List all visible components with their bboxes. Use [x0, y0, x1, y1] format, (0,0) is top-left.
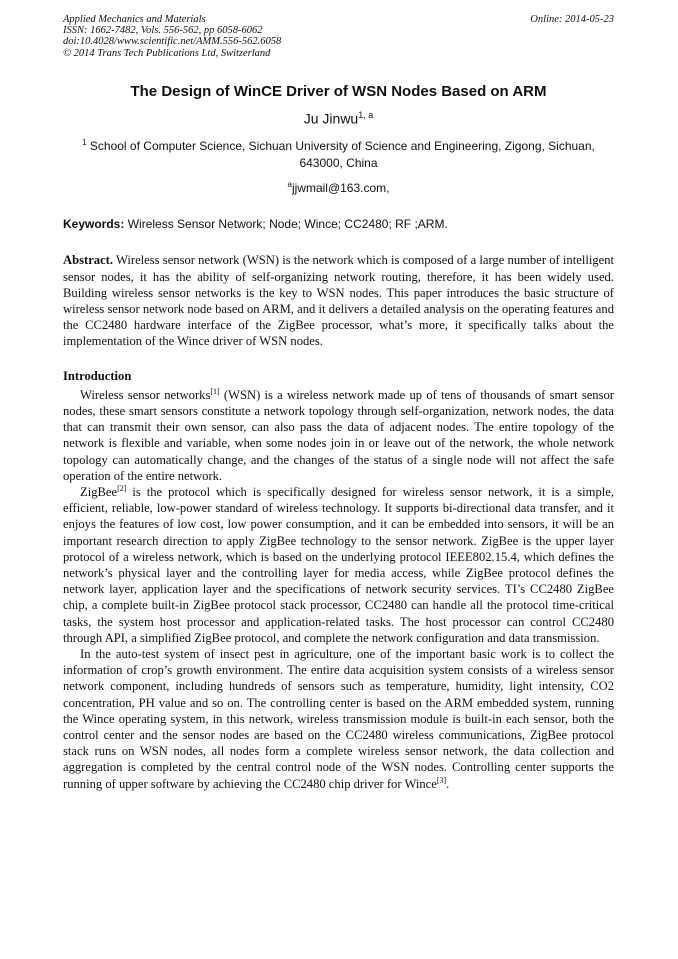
- author-email: [63, 180, 614, 195]
- keywords-text: Wireless Sensor Network; Node; Wince; CC2480; RF ;ARM.: [127, 217, 448, 232]
- journal-name: Applied Mechanics and Materials: [63, 14, 206, 25]
- keywords: [63, 217, 614, 231]
- paper-page: [63, 14, 614, 792]
- abstract-text: Wireless sensor network (WSN) is the network which is composed of a large number of intelligent sensor nodes, it has the ability of self-organizing network routing, therefore, it has been widely used. Building wireless sensor networks is the key to WSN nodes. This paper introduces the basic structure of wireless sensor network node based on ARM, and it delivers a detailed analysis on the operating features and the CC2480 hardware interface of the ZigBee processor, what’s more, it specifically talks about the implementation of the Wince driver of WSN nodes.: [63, 253, 614, 349]
- issn-line: ISSN: 1662-7482, Vols. 556-562, pp 6058-6062: [63, 25, 263, 37]
- citation-ref[interactable]: [2]: [117, 483, 127, 493]
- abstract-label: Abstract.: [63, 253, 114, 268]
- online-date: Online: 2014-05-23: [530, 14, 614, 25]
- intro-paragraph-2: [63, 484, 614, 646]
- paragraph-end: .: [446, 776, 450, 791]
- paragraph-text: (WSN) is a wireless network made up of tens of thousands of smart sensor nodes, these smart sensors constitute a network topology through self-organization, network nodes, the data that can transmit their own sensor, can also pass the data of adjacent nodes. The entire topology of the network is flexible and variable, when some nodes join in or leave out of the network, the whole network topology can automatically change, and the changes of the status of a single node will not affect the safe operation of the entire network.: [63, 387, 614, 483]
- keywords-label: Keywords:: [63, 217, 125, 232]
- affiliation-text: School of Computer Science, Sichuan University of Science and Engineering, Zigong, Sichuan, 643000, China: [89, 139, 595, 171]
- paragraph-lead: Wireless sensor networks: [80, 387, 211, 402]
- doi-line: doi:10.4028/www.scientific.net/AMM.556-562.6058: [63, 36, 282, 48]
- paper-title: The Design of WinCE Driver of WSN Nodes Based on ARM: [130, 82, 547, 100]
- abstract: [63, 252, 614, 349]
- copyright-line: © 2014 Trans Tech Publications Ltd, Switzerland: [63, 47, 271, 59]
- intro-paragraph-3: [63, 646, 614, 792]
- email-mark: a: [287, 180, 292, 190]
- author-line: [63, 110, 614, 127]
- section-heading-introduction: Introduction: [63, 368, 132, 383]
- author-affiliation-marks: 1, a: [358, 109, 374, 120]
- paragraph-text: is the protocol which is specifically designed for wireless sensor network, it is a simple, efficient, reliable, low-power standard of wireless technology. It supports bi-directional data transfer, and it enjoys the features of low cost, low power consumption, and it can be embedded into sensors, it will be an important research direction to apply ZigBee technology to the sensor network. ZigBee is the upper layer protocol of a wireless network, which is based on the underlying protocol IEEE802.15.4, which defines the network’s physical layer and the controlling layer for media access, while ZigBee protocol defines the network layer, application layer and the specifications of network security services. TI’s CC2480 ZigBee chip, a complete built-in ZigBee protocol stack processor, CC2480 can handle all the protocol time-critical tasks, the system host processor and application-related tasks. The host processor can control CC2480 through API, a simplified ZigBee protocol, and complete the network configuration and data transmission.: [63, 484, 614, 645]
- author-name: Ju Jinwu: [303, 110, 359, 127]
- email-address[interactable]: jjwmail@163.com,: [291, 181, 390, 196]
- intro-paragraph-1: [63, 387, 614, 484]
- paragraph-text: In the auto-test system of insect pest in agriculture, one of the important basic work is to collect the information of crop’s growth environment. The entire data acquisition system consists of a wireless sensor network component, including hundreds of sensors such as temperature, humidity, light intensity, CO2 concentration, PH value and so on. The controlling center is based on the ARM embedded system, running the Wince operating system, in this network, wireless transmission module is built-in each sensor, both the control center and the sensor nodes are based on the CC2480 wireless communications, ZigBee protocol stack runs on WSN nodes, all nodes form a complete wireless sensor network, the data collection and aggregation is completed by the central control node of the WSN nodes. Controlling center supports the running of upper software by achieving the CC2480 chip driver for Wince: [63, 646, 614, 791]
- affiliation-mark: 1: [82, 138, 87, 148]
- citation-ref[interactable]: [1]: [210, 386, 220, 396]
- affiliation: [63, 134, 614, 172]
- paragraph-lead: ZigBee: [80, 484, 118, 499]
- citation-ref[interactable]: [3]: [436, 775, 447, 785]
- journal-header: [63, 14, 614, 59]
